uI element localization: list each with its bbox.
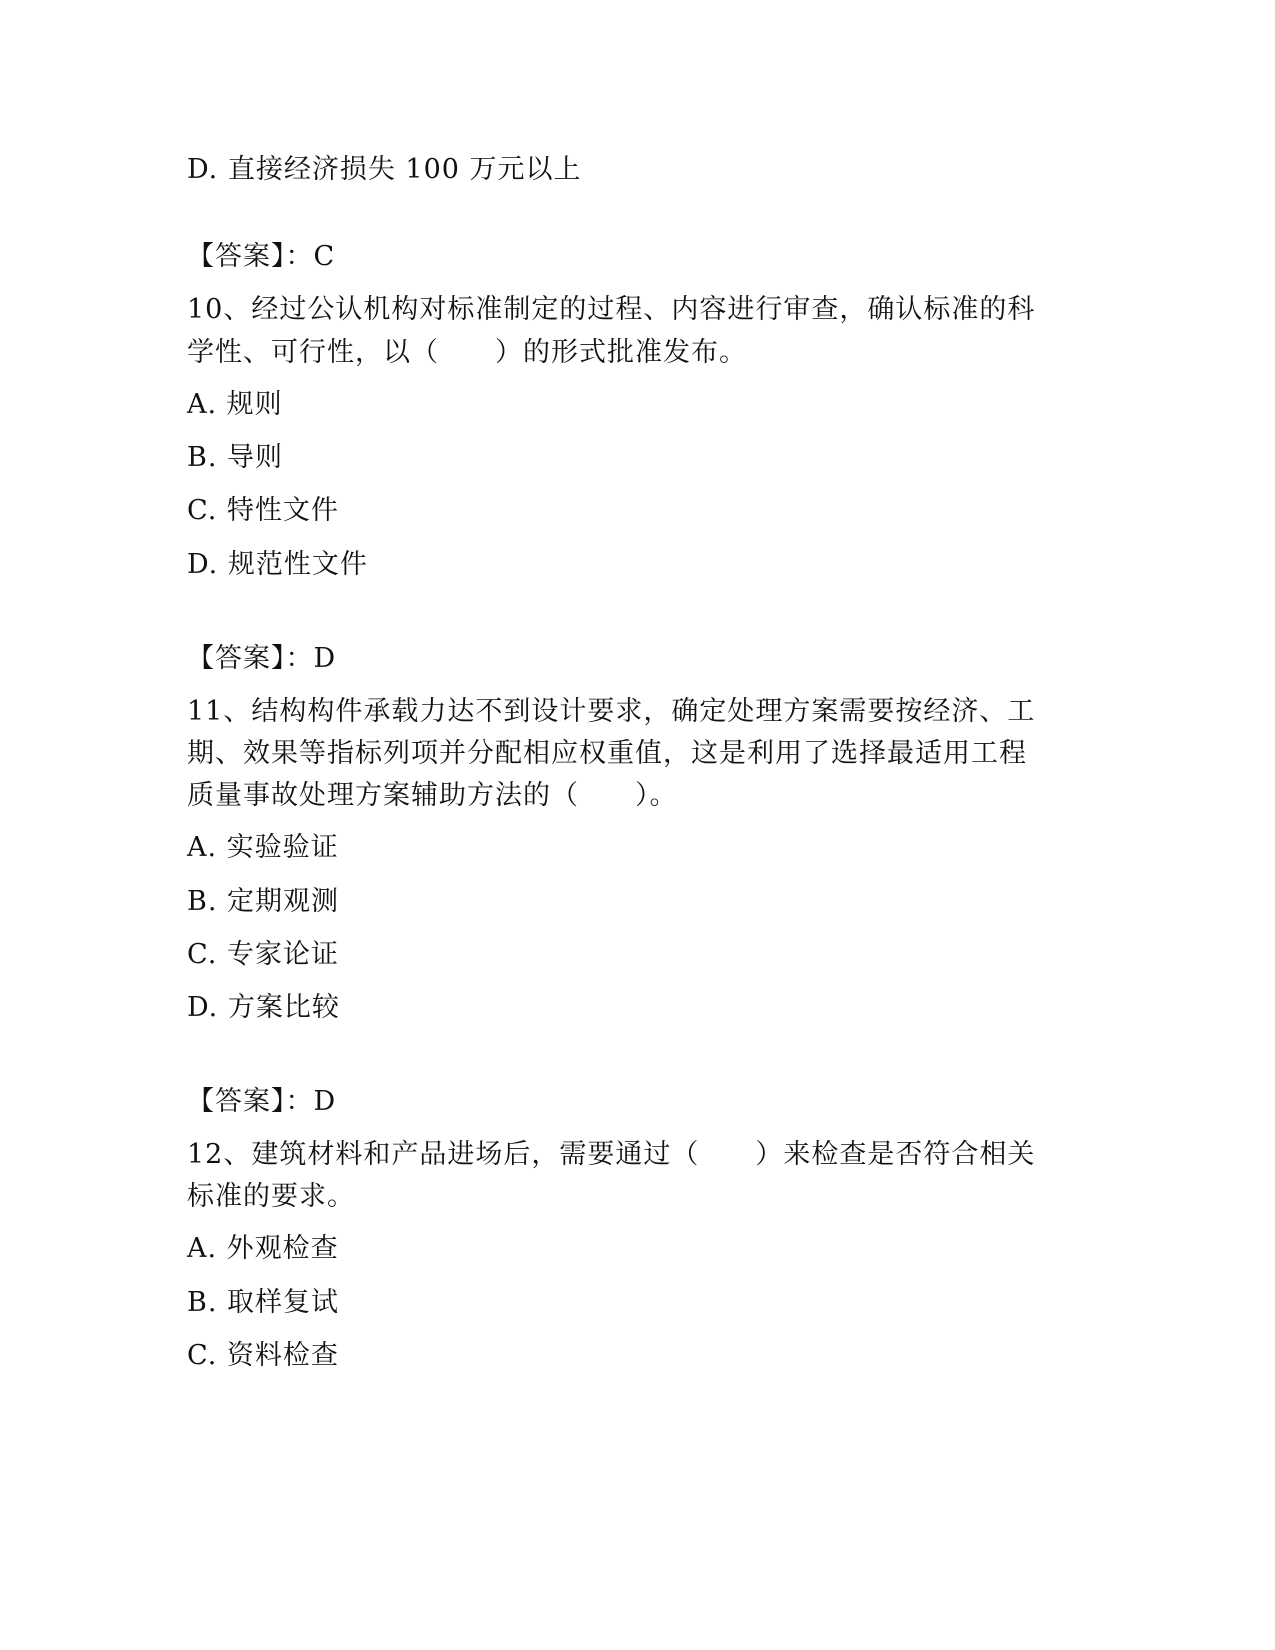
- q12-stem-line-1: 12、建筑材料和产品进场后，需要通过（ ）来检查是否符合相关: [187, 1139, 1036, 1170]
- q11-stem-line-3: 质量事故处理方案辅助方法的（ ）。: [187, 780, 678, 811]
- q10-option-a: A. 规则: [187, 389, 283, 420]
- q12-option-b: B. 取样复试: [187, 1287, 340, 1318]
- q12-stem-line-2: 标准的要求。: [187, 1181, 355, 1212]
- q11-answer: 【答案】：D: [187, 1086, 337, 1117]
- q12-option-c: C. 资料检查: [187, 1340, 339, 1371]
- q9-option-d: D. 直接经济损失 100 万元以上: [187, 154, 582, 185]
- q9-answer: 【答案】：C: [187, 241, 336, 272]
- q10-option-b: B. 导则: [187, 442, 284, 473]
- q10-stem-line-1: 10、经过公认机构对标准制定的过程、内容进行审查，确认标准的科: [187, 294, 1036, 325]
- q11-option-a: A. 实验验证: [187, 832, 339, 863]
- q11-stem-line-2: 期、效果等指标列项并分配相应权重值，这是利用了选择最适用工程: [187, 738, 1027, 769]
- q10-answer: 【答案】：D: [187, 643, 337, 674]
- q10-option-c: C. 特性文件: [187, 495, 339, 526]
- q11-stem-line-1: 11、结构构件承载力达不到设计要求，确定处理方案需要按经济、工: [187, 696, 1036, 727]
- q10-stem-line-2: 学性、可行性，以（ ）的形式批准发布。: [187, 337, 747, 368]
- q11-option-d: D. 方案比较: [187, 992, 340, 1023]
- q11-option-c: C. 专家论证: [187, 939, 339, 970]
- q10-option-d: D. 规范性文件: [187, 549, 368, 580]
- q12-option-a: A. 外观检查: [187, 1233, 339, 1264]
- q11-option-b: B. 定期观测: [187, 886, 340, 917]
